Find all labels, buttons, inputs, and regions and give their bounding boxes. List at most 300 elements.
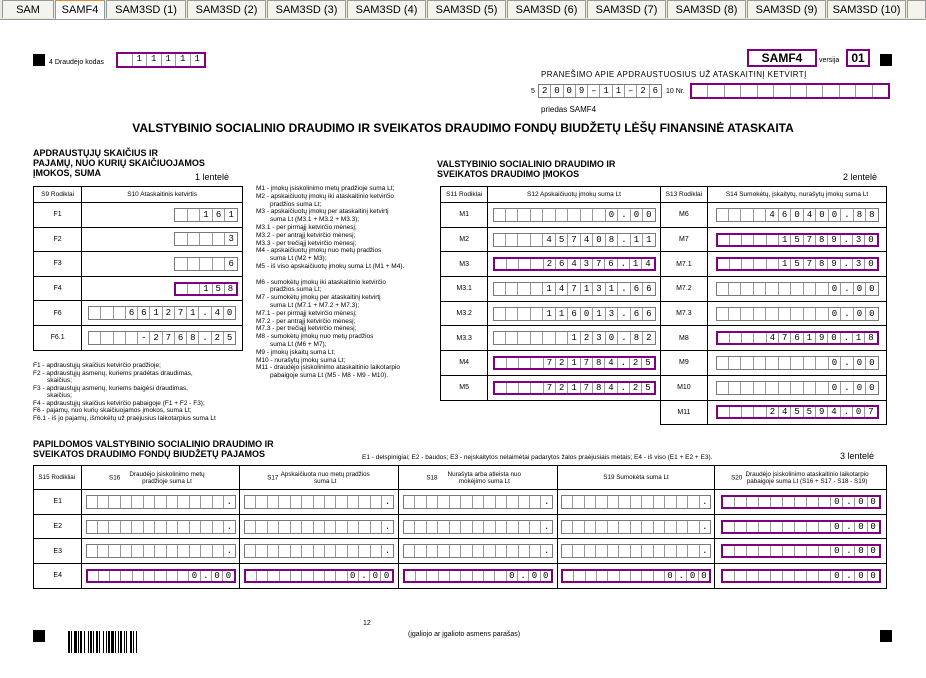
digit-cell: 7 xyxy=(804,259,816,269)
digit-cell: 8 xyxy=(593,383,605,393)
tab-sam3sd-9[interactable]: SAM3SD (9) xyxy=(747,0,826,18)
digit-cell xyxy=(114,332,126,344)
digit-cell xyxy=(427,571,438,581)
digit-cell: 4 xyxy=(828,407,840,417)
digit-cell: 0 xyxy=(606,209,618,221)
amount-field[interactable] xyxy=(88,306,236,320)
digit-cell xyxy=(586,571,597,581)
row-code: M10 xyxy=(660,375,707,400)
row-code: F2 xyxy=(34,227,82,252)
digit-cell xyxy=(167,521,178,533)
digit-cell xyxy=(507,496,518,508)
digit-cell: 0 xyxy=(370,571,381,581)
digit-cell: 8 xyxy=(593,358,605,368)
digit-cell xyxy=(371,521,382,533)
digit-cell: 4 xyxy=(779,407,791,417)
tab-sam[interactable]: SAM xyxy=(2,0,54,18)
digit-cell xyxy=(314,545,325,557)
digit-cell xyxy=(213,521,224,533)
row-code: M7.1 xyxy=(660,252,707,277)
barcode-bar xyxy=(118,631,119,653)
digit-cell xyxy=(336,545,347,557)
employer-code-field[interactable] xyxy=(116,52,206,68)
digit-cell: 8 xyxy=(631,332,643,344)
digit-cell xyxy=(473,521,484,533)
digit-cell xyxy=(359,545,370,557)
digit-cell: 6 xyxy=(631,283,643,295)
digit-cell xyxy=(438,496,449,508)
amount-field[interactable] xyxy=(716,356,879,370)
amount-field[interactable] xyxy=(716,405,879,419)
barcode-bar xyxy=(84,631,85,653)
digit-cell xyxy=(873,85,888,97)
digit-cell xyxy=(754,235,766,245)
amount-field[interactable] xyxy=(716,233,879,247)
digit-cell xyxy=(688,521,699,533)
amount-field[interactable] xyxy=(244,544,394,558)
column-header: S9 Rodiklai xyxy=(34,187,82,203)
digit-cell xyxy=(325,521,336,533)
amount-field[interactable] xyxy=(403,520,553,534)
column-header: S13 Rodiklai xyxy=(660,187,707,203)
row-code: M8 xyxy=(660,326,707,351)
digit-cell xyxy=(461,521,472,533)
digit-cell xyxy=(791,357,803,369)
digit-cell xyxy=(98,545,109,557)
digit-cell: . xyxy=(843,546,855,556)
row-code: F6.1 xyxy=(34,325,82,350)
digit-cell xyxy=(718,407,730,417)
tab-sam3sd-10[interactable]: SAM3SD (10) xyxy=(827,0,906,18)
digit-cell xyxy=(677,545,688,557)
digit-cell xyxy=(279,496,290,508)
barcode-bar xyxy=(93,631,94,653)
digit-cell xyxy=(754,283,766,295)
amount-field[interactable] xyxy=(86,569,236,583)
digit-cell xyxy=(856,85,872,97)
amount-field[interactable] xyxy=(493,282,656,296)
digit-cell: 1 xyxy=(646,234,652,245)
digit-cell: . xyxy=(843,522,855,532)
digit-cell xyxy=(175,233,188,245)
digit-cell xyxy=(804,382,816,394)
digit-cell: . xyxy=(201,571,212,581)
legend-line: M7.2 - per antrąjį ketvirčio mėnesį; xyxy=(256,317,356,325)
digit-cell: 2 xyxy=(630,383,642,393)
table2 xyxy=(440,186,887,425)
digit-cell xyxy=(518,234,530,246)
digit-cell xyxy=(495,259,507,269)
amount-field[interactable] xyxy=(493,208,656,222)
amount-field[interactable] xyxy=(716,381,879,395)
digit-cell xyxy=(155,571,166,581)
digit-cell xyxy=(562,545,573,557)
digit-cell: 7 xyxy=(581,383,593,393)
digit-cell: 1 xyxy=(568,332,580,344)
table-row xyxy=(441,252,887,277)
legend-line: M8 - sumokėtų įmokų nuo metų pradžios xyxy=(256,333,374,341)
legend-line: M7.3 - per trečiąjį ketvirčio mėnesį; xyxy=(256,325,357,333)
amount-field[interactable] xyxy=(403,544,553,558)
digit-cell xyxy=(427,521,438,533)
digit-cell xyxy=(101,332,113,344)
note-line: F6 - pajamų, nuo kurių skaičiuojamos įmokos, suma Lt; xyxy=(33,407,192,414)
digit-cell: 0 xyxy=(564,85,576,97)
digit-cell xyxy=(585,496,596,508)
digit-cell xyxy=(291,521,302,533)
digit-cell xyxy=(573,496,584,508)
digit-cell: . xyxy=(841,357,853,369)
digit-cell xyxy=(450,521,461,533)
digit-cell xyxy=(530,496,541,508)
digit-cell xyxy=(692,85,708,97)
amount-field[interactable] xyxy=(721,569,881,583)
digit-cell xyxy=(585,521,596,533)
digit-cell xyxy=(758,85,774,97)
sheet-tab-bar xyxy=(0,0,926,20)
digit-cell xyxy=(291,571,302,581)
amount-field[interactable] xyxy=(493,257,656,271)
amount-field[interactable] xyxy=(716,208,879,222)
digit-cell: 0 xyxy=(831,546,843,556)
digit-cell: 8 xyxy=(816,235,828,245)
table1-notes xyxy=(33,362,258,422)
amount-field[interactable] xyxy=(716,307,879,321)
digit-cell: 0 xyxy=(855,546,867,556)
digit-cell xyxy=(741,382,753,394)
digit-cell xyxy=(495,358,507,368)
digit-cell: 0 xyxy=(829,382,841,394)
digit-cell xyxy=(804,357,816,369)
digit-cell: 5 xyxy=(556,234,568,246)
digit-cell xyxy=(791,382,803,394)
number-label: 10 Nr. xyxy=(666,88,685,95)
tab-sam3sd-5[interactable]: SAM3SD (5) xyxy=(427,0,506,18)
row-code: M3.2 xyxy=(441,301,488,326)
digit-cell xyxy=(563,571,574,581)
digit-cell xyxy=(771,546,783,556)
digit-cell xyxy=(484,571,495,581)
amount-field[interactable] xyxy=(88,331,236,345)
barcode xyxy=(68,631,168,653)
amount-field[interactable] xyxy=(716,331,879,345)
digit-cell xyxy=(654,496,665,508)
digit-cell xyxy=(574,571,585,581)
digit-cell xyxy=(717,382,729,394)
amount-field[interactable] xyxy=(561,495,711,509)
digit-cell xyxy=(729,357,741,369)
amount-field[interactable] xyxy=(561,569,711,583)
digit-cell: 0 xyxy=(543,570,549,581)
digit-cell xyxy=(608,571,619,581)
amount-field[interactable] xyxy=(244,520,394,534)
digit-cell: 0 xyxy=(854,382,866,394)
digit-cell xyxy=(450,496,461,508)
row-code: M2 xyxy=(441,227,488,252)
legend-line: suma Lt (M7.1 + M7.2 + M7.3); xyxy=(270,301,360,309)
digit-cell xyxy=(723,522,735,532)
digit-cell xyxy=(729,283,741,295)
amount-field[interactable] xyxy=(174,257,238,271)
barcode-bar xyxy=(130,631,132,653)
digit-cell xyxy=(473,496,484,508)
digit-cell xyxy=(213,258,226,270)
digit-cell xyxy=(518,332,530,344)
table-row xyxy=(441,203,887,228)
amount-field[interactable] xyxy=(174,282,238,296)
row-code: M7.3 xyxy=(660,301,707,326)
digit-cell: . xyxy=(226,496,233,507)
digit-cell: 2 xyxy=(212,332,224,344)
digit-cell xyxy=(771,497,783,507)
barcode-bar xyxy=(90,631,92,653)
legend-line: M11 - draudėjo įsiskolinimo ataskaitinio laikotarpio xyxy=(256,364,401,372)
digit-cell xyxy=(415,545,426,557)
digit-cell: 2 xyxy=(630,358,642,368)
table1 xyxy=(33,186,243,351)
digit-cell: . xyxy=(199,332,211,344)
amount-field[interactable] xyxy=(493,307,656,321)
digit-cell xyxy=(506,308,518,320)
digit-cell xyxy=(496,545,507,557)
amount-field[interactable] xyxy=(86,520,236,534)
digit-cell xyxy=(725,85,741,97)
tab-sam3sd-4[interactable]: SAM3SD (4) xyxy=(347,0,426,18)
digit-cell xyxy=(144,545,155,557)
amount-field[interactable] xyxy=(403,495,553,509)
digit-cell xyxy=(573,545,584,557)
digit-cell xyxy=(754,209,766,221)
digit-cell xyxy=(581,209,593,221)
digit-cell xyxy=(677,521,688,533)
main-title: VALSTYBINIO SOCIALINIO DRAUDIMO IR SVEIKATOS DRAUDIMO FONDŲ BIUDŽETŲ LĖŠŲ FINANSINĖ ATASKAITA xyxy=(132,121,794,135)
tab-sam3sd-1[interactable]: SAM3SD (1) xyxy=(106,0,186,18)
digit-cell: 0 xyxy=(831,522,843,532)
amount-field[interactable] xyxy=(493,356,656,370)
tab-sam3sd-7[interactable]: SAM3SD (7) xyxy=(587,0,666,18)
digit-cell xyxy=(110,571,121,581)
digit-cell: 0 xyxy=(212,571,223,581)
digit-cell xyxy=(121,521,132,533)
legend-line: suma Lt (M2 + M3); xyxy=(270,255,327,263)
digit-cell xyxy=(816,357,828,369)
amount-field[interactable] xyxy=(493,331,656,345)
digit-cell: 1 xyxy=(147,54,162,66)
digit-cell xyxy=(325,496,336,508)
column-header: S14 Sumokėtų, įskaitytų, nurašytų įmokų suma Lt xyxy=(708,187,887,203)
barcode-bar xyxy=(120,631,122,653)
amount-field[interactable] xyxy=(493,381,656,395)
digit-cell: 0 xyxy=(855,522,867,532)
digit-cell xyxy=(188,233,201,245)
digit-cell: 0 xyxy=(225,570,232,581)
digit-cell xyxy=(245,545,256,557)
amount-field[interactable] xyxy=(561,520,711,534)
digit-cell xyxy=(819,546,831,556)
digit-cell xyxy=(747,522,759,532)
digit-cell xyxy=(742,235,754,245)
digit-cell: 0 xyxy=(831,497,843,507)
amount-field[interactable] xyxy=(174,208,238,222)
digit-cell xyxy=(101,307,113,319)
tab-overflow[interactable] xyxy=(907,0,926,18)
digit-cell xyxy=(371,545,382,557)
digit-cell xyxy=(114,307,126,319)
tab-samf4[interactable]: SAMF4 xyxy=(55,0,105,19)
digit-cell: . xyxy=(841,283,853,295)
digit-cell: 0 xyxy=(581,308,593,320)
registration-mark xyxy=(33,54,45,66)
page-number: 12 xyxy=(363,620,371,627)
digit-cell: 2 xyxy=(556,358,568,368)
table3-title-line: SVEIKATOS DRAUDIMO FONDŲ BIUDŽETŲ PAJAMOS xyxy=(33,449,266,459)
digit-cell xyxy=(654,521,665,533)
digit-cell: 5 xyxy=(226,332,233,343)
digit-cell xyxy=(741,308,753,320)
row-code: F3 xyxy=(34,252,82,277)
digit-cell xyxy=(438,521,449,533)
digit-cell xyxy=(279,521,290,533)
legend-line: M7.1 - per pirmąjį ketvirčio mėnesį; xyxy=(256,309,357,317)
digit-cell xyxy=(518,308,530,320)
digit-cell xyxy=(144,521,155,533)
digit-cell: 0 xyxy=(868,234,874,245)
barcode-bar xyxy=(96,631,98,653)
barcode-bar xyxy=(111,631,114,653)
amount-field[interactable] xyxy=(721,544,881,558)
digit-cell xyxy=(201,521,212,533)
tab-sam3sd-6[interactable]: SAM3SD (6) xyxy=(507,0,586,18)
digit-cell xyxy=(99,571,110,581)
digit-cell xyxy=(767,259,779,269)
digit-cell xyxy=(188,258,201,270)
digit-cell: 0 xyxy=(606,332,618,344)
table-row xyxy=(34,514,887,539)
date-field-number: 5 xyxy=(531,88,535,95)
digit-cell xyxy=(450,545,461,557)
digit-cell xyxy=(562,521,573,533)
digit-cell: 4 xyxy=(212,307,224,319)
digit-cell: . xyxy=(843,571,855,581)
amount-field[interactable] xyxy=(403,569,553,583)
digit-cell: 4 xyxy=(804,209,816,221)
digit-cell: 0 xyxy=(869,308,875,319)
digit-cell xyxy=(213,545,224,557)
digit-cell: 1 xyxy=(804,333,816,343)
digit-cell xyxy=(302,521,313,533)
digit-cell xyxy=(741,357,753,369)
date-field[interactable] xyxy=(538,84,662,98)
digit-cell: 9 xyxy=(816,407,828,417)
digit-cell xyxy=(596,496,607,508)
digit-cell xyxy=(200,233,213,245)
amount-field[interactable] xyxy=(716,257,879,271)
row-code: M3.1 xyxy=(441,277,488,302)
amount-field[interactable] xyxy=(244,569,394,583)
row-code: F4 xyxy=(34,276,82,301)
digit-cell: . xyxy=(841,259,853,269)
digit-cell: 1 xyxy=(613,85,625,97)
table-row xyxy=(34,301,243,326)
tab-sam3sd-2[interactable]: SAM3SD (2) xyxy=(187,0,266,18)
amount-field[interactable] xyxy=(244,495,394,509)
digit-cell: 0 xyxy=(791,209,803,221)
digit-cell xyxy=(759,546,771,556)
registration-mark xyxy=(880,54,892,66)
digit-cell xyxy=(302,545,313,557)
digit-cell: 0 xyxy=(869,357,875,368)
digit-cell: . xyxy=(384,546,391,557)
table2-label: 2 lentelė xyxy=(843,172,878,182)
digit-cell: 1 xyxy=(228,209,234,220)
digit-cell: 0 xyxy=(829,357,841,369)
digit-cell: . xyxy=(618,234,630,246)
digit-cell xyxy=(359,496,370,508)
table-row xyxy=(441,301,887,326)
digit-cell: . xyxy=(702,496,708,507)
table-row xyxy=(34,276,243,301)
digit-cell xyxy=(507,521,518,533)
legend-line: M3.1 - per pirmąjį ketvirčio mėnesį; xyxy=(256,223,357,231)
table1-title xyxy=(33,148,205,178)
digit-cell xyxy=(795,497,807,507)
note-line: skaičius; xyxy=(47,392,72,399)
digit-cell: 3 xyxy=(581,259,593,269)
digit-cell xyxy=(213,496,224,508)
digit-cell: 5 xyxy=(804,407,816,417)
number-field[interactable] xyxy=(690,83,890,99)
tab-sam3sd-3[interactable]: SAM3SD (3) xyxy=(267,0,346,18)
digit-cell xyxy=(519,521,530,533)
barcode-bar xyxy=(74,631,77,653)
amount-field[interactable] xyxy=(716,282,879,296)
amount-field[interactable] xyxy=(561,544,711,558)
digit-cell xyxy=(530,521,541,533)
amount-field[interactable] xyxy=(86,495,236,509)
digit-cell: 0 xyxy=(665,571,676,581)
digit-cell xyxy=(416,571,427,581)
digit-cell xyxy=(484,545,495,557)
amount-field[interactable] xyxy=(721,495,881,509)
amount-field[interactable] xyxy=(86,544,236,558)
digit-cell xyxy=(688,496,699,508)
digit-cell: 3 xyxy=(593,332,605,344)
amount-field[interactable] xyxy=(493,233,656,247)
digit-cell xyxy=(314,521,325,533)
digit-cell xyxy=(176,284,188,294)
amount-field[interactable] xyxy=(174,232,238,246)
amount-field[interactable] xyxy=(721,520,881,534)
row-code: E1 xyxy=(34,490,82,515)
digit-cell: 0 xyxy=(870,521,876,532)
digit-cell: 1 xyxy=(162,54,177,66)
digit-cell xyxy=(531,383,543,393)
digit-cell: 5 xyxy=(791,235,803,245)
digit-cell xyxy=(348,521,359,533)
digit-cell xyxy=(188,209,201,221)
table-row xyxy=(441,227,887,252)
digit-cell: . xyxy=(841,407,853,417)
table3-title xyxy=(33,439,274,459)
digit-cell xyxy=(494,332,506,344)
digit-cell: 2 xyxy=(637,85,649,97)
tab-sam3sd-8[interactable]: SAM3SD (8) xyxy=(667,0,746,18)
digit-cell xyxy=(791,308,803,320)
digit-cell: 0 xyxy=(829,209,841,221)
digit-cell xyxy=(506,332,518,344)
digit-cell: 0 xyxy=(870,496,876,507)
digit-cell xyxy=(167,496,178,508)
